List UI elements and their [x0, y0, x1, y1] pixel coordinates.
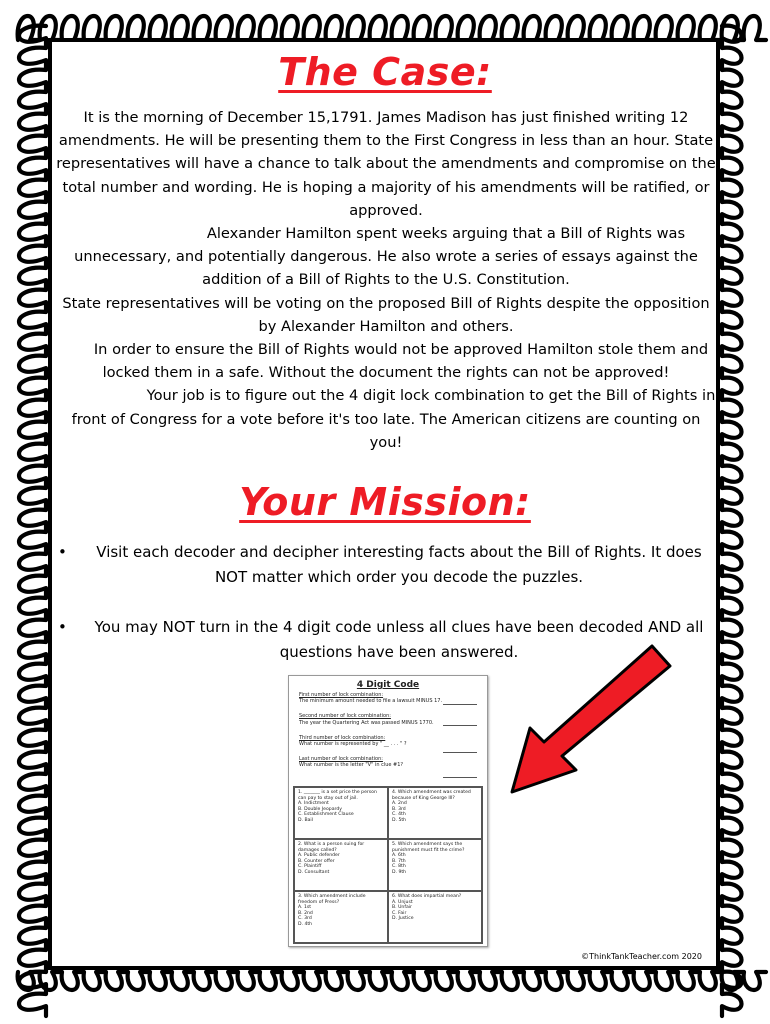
- option: D. 5th: [392, 817, 407, 823]
- option: D. 9th: [392, 869, 407, 875]
- copyright-footer: ©ThinkTankTeacher.com 2020: [581, 952, 702, 961]
- worksheet-title: 4 Digit Code: [356, 680, 420, 690]
- case-paragraph-3: State representatives will be voting on the proposed Bill of Rights despite the opposition by Alexander Hamilton and others.: [62, 294, 710, 335]
- code-worksheet-thumbnail: [288, 675, 488, 947]
- mission-heading: Your Mission:: [239, 480, 531, 524]
- red-arrow-icon: [500, 640, 680, 800]
- question-cell: [294, 787, 388, 839]
- option: C. 3rd: [298, 916, 312, 922]
- question-text: 2. What is a person suing for damages called?: [298, 842, 365, 853]
- option: B. 3rd: [392, 806, 406, 812]
- option: A. 6th: [392, 853, 406, 859]
- option: C. Fair: [392, 910, 407, 916]
- bullet-icon: •: [58, 618, 67, 636]
- question-cell: [388, 787, 482, 839]
- question-text: 3. Which amendment include freedom of Press?: [298, 894, 366, 905]
- option: A. Public defender: [298, 853, 340, 859]
- option: D. Bail: [298, 817, 313, 823]
- mission-item-1: [52, 540, 716, 590]
- question-cell: [294, 891, 388, 943]
- option: B. Unfair: [392, 905, 412, 911]
- option: B. 2nd: [298, 910, 313, 916]
- lock-clue-heading: First number of lock combination:: [299, 692, 384, 698]
- case-paragraph-1: It is the morning of December 15,1791. James Madison has just finished writing 12 amendments. He will be presenting them to the First Congress in less than an hour. State representatives will have a chance to talk about the amendments and compromise on the total number and wording. He is hoping a majority of his amendments will be ratified, or approved.: [56, 109, 716, 219]
- question-cell: [294, 839, 388, 891]
- lock-clue-heading: Third number of lock combination:: [299, 734, 386, 741]
- answer-line: [443, 704, 477, 705]
- question-text: 4. Which amendment was created because of King George III?: [392, 790, 471, 801]
- lock-clue-3: [299, 735, 477, 747]
- option: D. Justice: [392, 916, 414, 922]
- lock-clue-heading: Second number of lock combination:: [299, 713, 391, 720]
- case-paragraph-5: Your job is to figure out the 4 digit lock combination to get the Bill of Rights in front of Congress for a vote before it's too late. The American citizens are counting on you!: [71, 387, 716, 451]
- option: A. Indictment: [298, 801, 329, 807]
- mission-item-text: You may NOT turn in the 4 digit code unless all clues have been decoded AND all questions have been answered.: [94, 618, 704, 661]
- option: B. 7th: [392, 858, 406, 864]
- question-text: 5. Which amendment says the punishment must fit the crime?: [392, 842, 465, 853]
- lock-clue-4: [299, 756, 477, 768]
- option: A. Unjust: [392, 899, 413, 905]
- mission-item-text: Visit each decoder and decipher interesting facts about the Bill of Rights. It does NOT matter which order you decode the puzzles.: [96, 543, 702, 586]
- case-paragraph-2: Alexander Hamilton spent weeks arguing that a Bill of Rights was unnecessary, and potentially dangerous. He also wrote a series of essays against the addition of a Bill of Rights to the U.S. Constitution.: [74, 225, 698, 289]
- question-text: 6. What does impartial mean?: [392, 894, 462, 899]
- lock-clue-text: What number is the letter "V" in clue #1?: [299, 762, 404, 769]
- lock-clue-text: The minimum amount needed to file a lawsuit MINUS 17.: [299, 698, 443, 705]
- case-story: [56, 106, 716, 454]
- option: A. 2nd: [392, 801, 407, 807]
- question-grid: [293, 786, 483, 944]
- option: B. Double Jeopardy: [298, 806, 342, 812]
- lock-clue-2: [299, 713, 477, 725]
- lock-clue-1: [299, 692, 477, 704]
- answer-line: [443, 752, 477, 753]
- bullet-icon: •: [58, 543, 67, 561]
- lock-clue-heading: Last number of lock combination:: [299, 756, 383, 763]
- lock-clue-text: What number is represented by " __ . . . " ?: [299, 741, 407, 748]
- answer-line: [443, 725, 477, 726]
- answer-line: [443, 777, 477, 778]
- lock-clue-text: The year the Quartering Act was passed MINUS 1770.: [299, 719, 434, 726]
- question-cell: [388, 839, 482, 891]
- question-cell: [388, 891, 482, 943]
- case-paragraph-4: In order to ensure the Bill of Rights would not be approved Hamilton stole them and locked them in a safe. Without the document the rights can not be approved!: [93, 341, 709, 382]
- option: C. 8th: [392, 864, 406, 870]
- lock-clues: [299, 692, 477, 778]
- option: B. Counter offer: [298, 858, 335, 864]
- question-text: 1. _______ is a set price the person can pay to stay out of jail.: [298, 790, 377, 801]
- option: A. 1st: [298, 905, 312, 911]
- option: C. 4th: [392, 812, 406, 818]
- option: C. Establishment Clause: [298, 812, 354, 818]
- option: C. Plaintiff: [298, 864, 322, 870]
- option: D. Consultant: [298, 869, 330, 875]
- option: D. 4th: [298, 921, 313, 927]
- case-heading: The Case:: [278, 50, 492, 94]
